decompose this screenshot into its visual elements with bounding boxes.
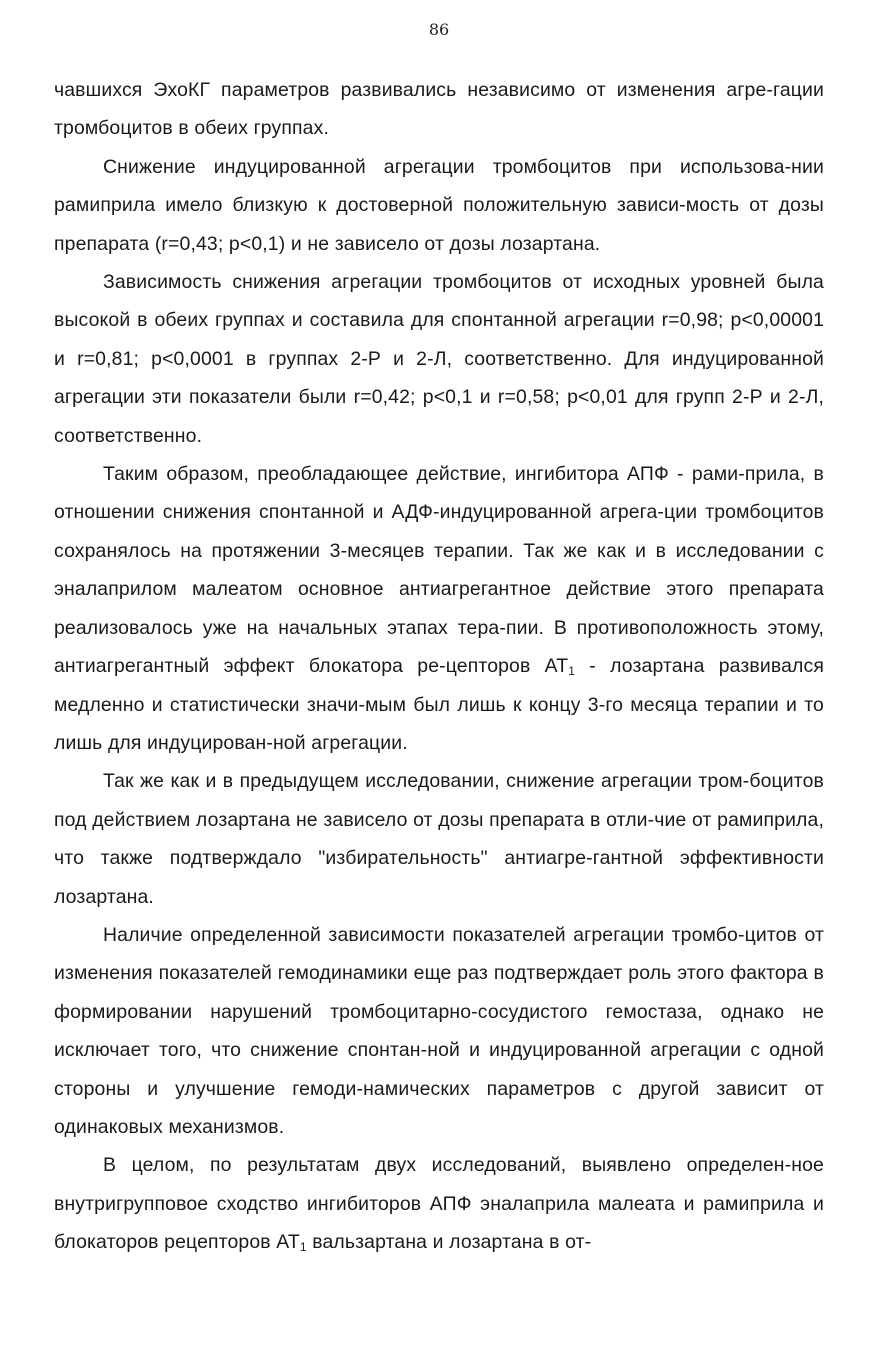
paragraph (54, 71, 824, 148)
paragraph (54, 1146, 824, 1261)
paragraph (54, 762, 824, 916)
paragraph-text: Снижение индуцированной агрегации тромбоцитов при использова-нии рамиприла имело близкую к достоверной положительную зависи-мость от дозы препарата (r=0,43; р<0,1) и не зависело от дозы лозартана. (54, 155, 824, 255)
paragraph (54, 148, 824, 263)
paragraph-text: Так же как и в предыдущем исследовании, снижение агрегации тром-боцитов под действием лозартана не зависело от дозы препарата в отли-чие от рамиприла, что также подтверждало "избирательность" антиагре-гантной эффективности лозартана. (54, 770, 824, 908)
paragraph (54, 263, 824, 455)
paragraph-text: Таким образом, преобладающее действие, ингибитора АПФ - рами-прила, в отношении снижения спонтанной и АДФ-индуцированной агрега-ции тромбоцитов сохранялось на протяжении 3-месяцев терапии. Так же как и в исследовании с эналаприлом малеатом основное антиагрегантное действие этого препарата реализовалось уже на начальных этапах тера-пии. В противоположность этому, антиагрегантный эффект блокатора ре-цепторов АТ (54, 463, 824, 678)
paragraph (54, 455, 824, 762)
page-number: 86 (428, 20, 450, 39)
paragraph-text: В целом, по результатам двух исследований, выявлено определен-ное внутригрупповое сходство ингибиторов АПФ эналаприла малеата и рамиприла и блокаторов рецепторов АТ (54, 1154, 824, 1254)
paragraph-text: Зависимость снижения агрегации тромбоцитов от исходных уровней была высокой в обеих группах и составила для спонтанной агрегации r=0,98; р<0,00001 и r=0,81; р<0,0001 в группах 2-Р и 2-Л, соответственно. Для индуцированной агрегации эти показатели были r=0,42; р<0,1 и r=0,58; р<0,01 для групп 2-Р и 2-Л, соответственно. (54, 271, 824, 447)
paragraph-text: вальзартана и лозартана в от- (306, 1231, 592, 1254)
body-text (54, 71, 824, 1262)
subscript: 1 (299, 1240, 307, 1255)
paragraph (54, 916, 824, 1146)
paragraph-text: - лозартана развивался медленно и статистически значи-мым был лишь к концу 3-го месяца терапии и то лишь для индуцирован-ной агрегации. (54, 655, 824, 754)
paragraph-text: Наличие определенной зависимости показателей агрегации тромбо-цитов от изменения показателей гемодинамики еще раз подтверждает роль этого фактора в формировании нарушений тромбоцитарно-сосудистого гемостаза, однако не исключает того, что снижение спонтан-ной и индуцированной агрегации с одной стороны и улучшение гемоди-намических параметров с другой зависит от одинаковых механизмов. (54, 923, 824, 1138)
paragraph-text: чавшихся ЭхоКГ параметров развивались независимо от изменения агре-гации тромбоцитов в обеих группах. (54, 79, 824, 140)
subscript: 1 (568, 664, 576, 679)
